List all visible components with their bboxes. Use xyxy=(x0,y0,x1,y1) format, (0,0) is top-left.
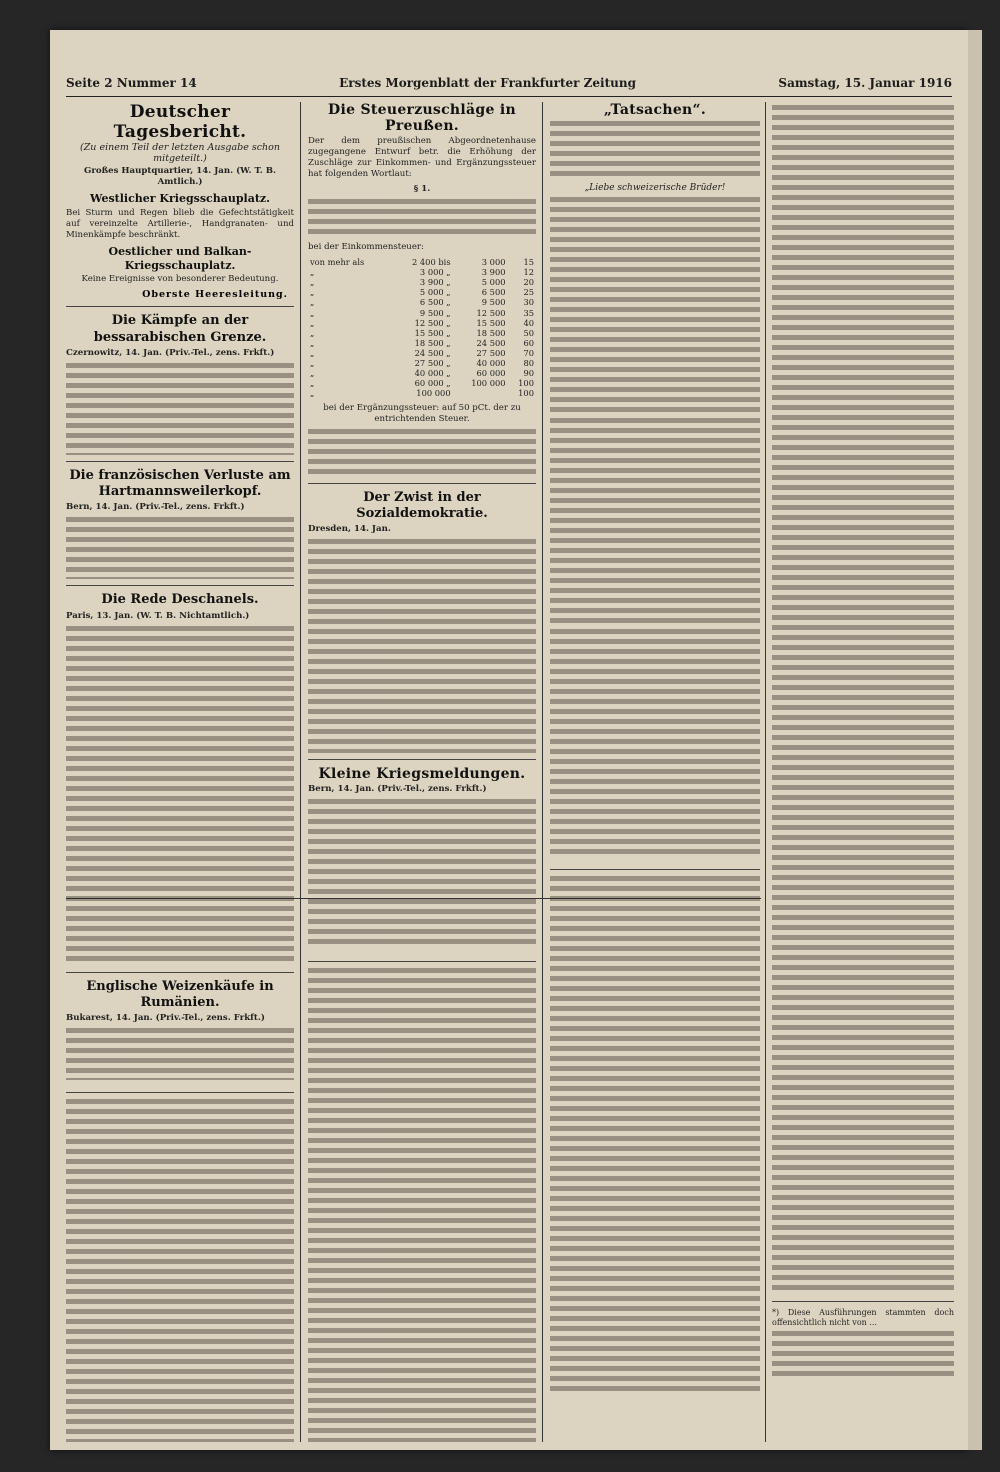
tax-table-cell: 50 xyxy=(523,327,534,338)
war-news-dateline: Bern, 14. Jan. (Priv.-Tel., zens. Frkft.) xyxy=(308,784,487,795)
page-edge xyxy=(968,30,982,1450)
west-front-text: Bei Sturm und Regen blieb die Gefechtstätigkeit auf vereinzelte Artillerie-, Handgranaten- und Minenkämpfe beschränkt. xyxy=(66,207,294,240)
tax-table-cell: 24 500 „ xyxy=(414,347,451,358)
tax-table-cell xyxy=(453,388,508,398)
tax-table-cell: 100 xyxy=(518,378,534,389)
tax-table-cell: „ xyxy=(310,378,315,389)
article-text-block xyxy=(308,429,536,477)
tax-table-cell: 27 500 xyxy=(476,347,506,358)
tax-table-row xyxy=(308,257,536,267)
tax-surcharge-intro: Der dem preußischen Abgeordnetenhause zugegangene Entwurf betr. die Erhöhung der Zuschläge zur Einkommen- und Ergänzungssteuer hat folgenden Wortlaut: xyxy=(308,136,536,179)
tax-table-cell: 20 xyxy=(523,277,534,288)
column-divider xyxy=(542,102,543,1442)
column-divider xyxy=(300,102,301,1442)
tax-table-cell: „ xyxy=(310,297,315,308)
column-divider xyxy=(765,102,766,1442)
feuilleton-text-block xyxy=(66,1099,294,1442)
tax-table-header: bei der Einkommensteuer: xyxy=(308,242,424,252)
page-content xyxy=(50,30,968,1450)
french-losses-heading: Die französischen Verluste am Hartmannsweilerkopf. xyxy=(69,467,291,499)
tax-table-footer: bei der Ergänzungssteuer: auf 50 pCt. der zu entrichtenden Steuer. xyxy=(323,402,521,424)
tax-table-cell: 18 500 xyxy=(476,327,506,338)
masthead-rule xyxy=(66,96,952,97)
tax-table-cell: „ xyxy=(310,358,315,369)
column-2 xyxy=(308,102,536,1442)
tax-table-cell: von mehr als xyxy=(310,257,365,267)
tatsachen-heading: „Tatsachen“. xyxy=(603,102,707,118)
tax-table-cell: 90 xyxy=(523,368,534,379)
wheat-purchases-heading: Englische Weizenkäufe in Rumänien. xyxy=(86,978,274,1010)
feuilleton-rule xyxy=(550,869,760,870)
tax-table-row xyxy=(308,358,536,368)
page-number: Seite 2 Nummer 14 xyxy=(66,76,197,90)
section-rule xyxy=(66,306,294,307)
newspaper-title: Erstes Morgenblatt der Frankfurter Zeitung xyxy=(339,76,636,90)
tax-table-row xyxy=(308,297,536,307)
tax-table-cell: 15 xyxy=(523,257,534,267)
tax-table-cell: 100 000 xyxy=(416,388,451,399)
tax-table-cell: „ xyxy=(310,287,315,298)
article-text-block xyxy=(66,1028,294,1080)
article-text-block xyxy=(66,626,294,966)
daily-report-title: Deutscher Tagesbericht. xyxy=(113,102,247,142)
tax-table-cell: 5 000 „ xyxy=(419,287,451,298)
west-front-heading: Westlicher Kriegsschauplatz. xyxy=(90,192,270,205)
tax-table-cell: 3 000 „ xyxy=(419,267,451,278)
tax-table-cell: „ xyxy=(310,267,315,278)
hq-line: Großes Hauptquartier, 14. Jan. (W. T. B. Amtlich.) xyxy=(84,166,276,187)
socdem-dateline: Dresden, 14. Jan. xyxy=(308,524,391,535)
feuilleton-rule xyxy=(308,961,536,962)
feuilleton-text-block xyxy=(550,876,760,1396)
bessarabia-heading: Die Kämpfe an der bessarabischen Grenze. xyxy=(93,313,267,345)
masthead xyxy=(66,72,952,94)
tax-table-cell: 6 500 „ xyxy=(419,297,451,308)
tax-table-cell: „ xyxy=(310,388,315,399)
tax-table-cell: 25 xyxy=(523,287,534,298)
tax-table-cell: 40 xyxy=(523,317,534,328)
tax-table-cell: 15 500 xyxy=(476,317,506,328)
section-rule xyxy=(66,461,294,462)
tax-table-cell: 18 500 „ xyxy=(414,337,451,348)
article-text-block xyxy=(308,799,536,949)
tax-surcharge-heading: Die Steuerzuschläge in Preußen. xyxy=(328,102,516,134)
tax-table-cell: 60 000 „ xyxy=(414,378,451,389)
article-text-block xyxy=(550,418,760,626)
column-1 xyxy=(66,102,294,1442)
tax-table-cell: 9 500 „ xyxy=(419,307,451,318)
article-text-block xyxy=(308,199,536,239)
tax-table-cell: „ xyxy=(310,277,315,288)
tax-table-cell: 2 400 bis xyxy=(411,257,451,267)
column-4 xyxy=(772,102,954,1442)
tax-table-cell: 12 500 „ xyxy=(414,317,451,328)
tax-table-row xyxy=(308,277,536,287)
tax-table-row xyxy=(308,338,536,348)
tax-table-cell: 100 xyxy=(518,388,534,399)
tax-table-cell: „ xyxy=(310,368,315,379)
deschanel-heading: Die Rede Deschanels. xyxy=(101,592,259,608)
tax-table-cell: 9 500 xyxy=(481,297,506,308)
tax-table-row xyxy=(308,348,536,358)
east-front-heading: Oestlicher und Balkan-Kriegsschauplatz. xyxy=(108,244,252,272)
army-command-signature: Oberste Heeresleitung. xyxy=(142,289,288,301)
tax-table-cell: 3 900 „ xyxy=(419,277,451,288)
issue-date: Samstag, 15. Januar 1916 xyxy=(778,76,952,90)
tax-table-cell: „ xyxy=(310,317,315,328)
east-front-text: Keine Ereignisse von besonderer Bedeutung. xyxy=(81,274,279,285)
footnote-text: *) Diese Ausführungen stammten doch offensichtlich nicht von ... xyxy=(772,1308,954,1327)
tax-table-row xyxy=(308,328,536,338)
section-rule xyxy=(66,585,294,586)
tax-table-cell: 12 500 xyxy=(476,307,506,318)
column-3 xyxy=(550,102,760,1442)
article-text-block xyxy=(772,105,954,1295)
footnote-text-block xyxy=(772,1331,954,1379)
deschanel-dateline: Paris, 13. Jan. (W. T. B. Nichtamtlich.) xyxy=(66,610,250,621)
footnote-rule xyxy=(772,1301,954,1302)
section-rule xyxy=(308,759,536,760)
tax-table-row xyxy=(308,378,536,388)
tax-table-cell: 40 000 „ xyxy=(414,368,451,379)
paragraph-number: § 1. xyxy=(413,184,431,194)
tax-table-cell: 3 000 xyxy=(481,257,506,267)
bessarabia-dateline: Czernowitz, 14. Jan. (Priv.-Tel., zens. Frkft.) xyxy=(66,347,275,358)
feuilleton-rule xyxy=(66,1092,294,1093)
tax-table-row xyxy=(308,267,536,277)
tax-table-cell: „ xyxy=(310,327,315,338)
tax-table-cell: 70 xyxy=(523,347,534,358)
tax-table-cell: 30 xyxy=(523,297,534,308)
tax-table-cell: 5 000 xyxy=(481,277,506,288)
tax-table-row xyxy=(308,388,536,398)
wheat-purchases-dateline: Bukarest, 14. Jan. (Priv.-Tel., zens. Frkft.) xyxy=(66,1013,265,1023)
feuilleton-text-block xyxy=(308,968,536,1442)
tax-table-cell: 100 000 xyxy=(471,378,506,389)
french-losses-dateline: Bern, 14. Jan. (Priv.-Tel., zens. Frkft.) xyxy=(66,502,245,513)
tax-table-row xyxy=(308,368,536,378)
article-text-block xyxy=(66,517,294,579)
tax-table-cell: „ xyxy=(310,347,315,358)
tax-table-row xyxy=(308,308,536,318)
war-news-heading: Kleine Kriegsmeldungen. xyxy=(318,766,526,783)
tax-table-row xyxy=(308,287,536,297)
tax-table-cell: 60 000 xyxy=(476,368,506,379)
tax-table-row xyxy=(308,318,536,328)
tax-table-cell: 80 xyxy=(523,358,534,369)
tax-table-cell: 15 500 „ xyxy=(414,327,451,338)
daily-report-note: (Zu einem Teil der letzten Ausgabe schon mitgeteilt.) xyxy=(80,142,280,164)
tax-table-cell: 12 xyxy=(523,267,534,278)
socdem-heading: Der Zwist in der Sozialdemokratie. xyxy=(356,489,488,521)
tax-table-cell: „ xyxy=(310,307,315,318)
tax-table-cell: 60 xyxy=(523,337,534,348)
article-text-block xyxy=(308,539,536,753)
section-rule xyxy=(308,483,536,484)
tax-table-cell: 40 000 xyxy=(476,358,506,369)
letter-salutation: „Liebe schweizerische Brüder! xyxy=(584,183,726,193)
article-text-block xyxy=(550,197,760,415)
section-rule xyxy=(66,972,294,973)
tax-table-cell: 35 xyxy=(523,307,534,318)
tax-table-cell: 27 500 „ xyxy=(414,358,451,369)
article-text-block xyxy=(550,629,760,859)
article-text-block xyxy=(66,363,294,455)
tax-table-cell: 24 500 xyxy=(476,337,506,348)
tax-table-cell: 3 900 xyxy=(481,267,506,278)
tax-table xyxy=(308,257,536,399)
tax-table-cell: „ xyxy=(310,337,315,348)
tax-table-cell: 6 500 xyxy=(481,287,506,298)
article-text-block xyxy=(550,121,760,179)
